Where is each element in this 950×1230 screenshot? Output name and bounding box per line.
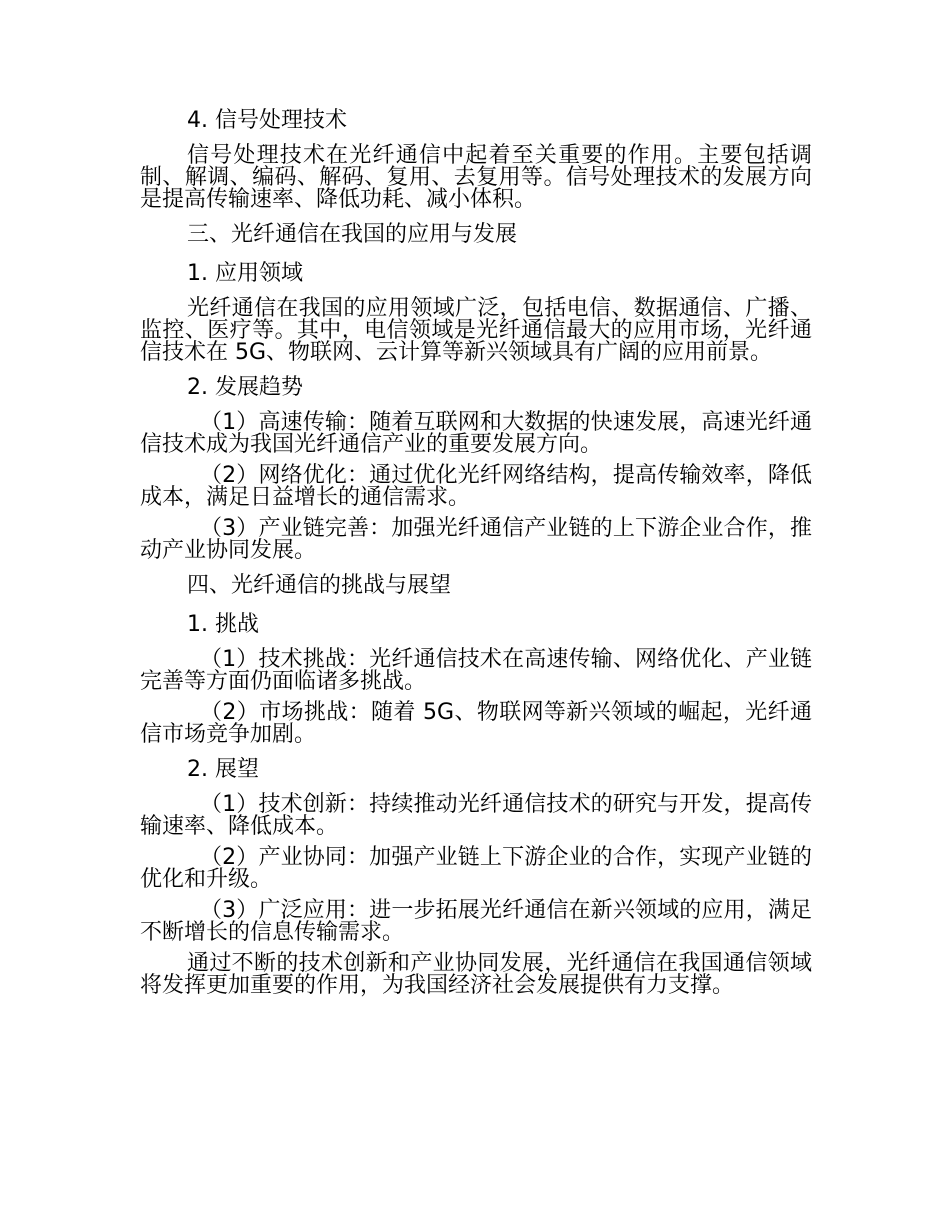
para-challenge-technical: （1）技术挑战：光纤通信技术在高速传输、网络优化、产业链完善等方面仍面临诸多挑战。 [140, 647, 812, 694]
heading-development-trends: 2. 发展趋势 [187, 375, 303, 400]
para-trend-high-speed: （1）高速传输：随着互联网和大数据的快速发展，高速光纤通信技术成为我国光纤通信产业的重要发展方向。 [140, 410, 812, 457]
para-outlook-collaboration: （2）产业协同：加强产业链上下游企业的合作，实现产业链的优化和升级。 [140, 845, 812, 892]
para-outlook-innovation: （1）技术创新：持续推动光纤通信技术的研究与开发，提高传输速率、降低成本。 [140, 792, 812, 839]
document-body [140, 106, 812, 1006]
para-trend-industry-chain: （3）产业链完善：加强光纤通信产业链的上下游企业合作，推动产业协同发展。 [140, 516, 812, 563]
para-outlook-applications: （3）广泛应用：进一步拓展光纤通信在新兴领域的应用，满足不断增长的信息传输需求。 [140, 898, 812, 945]
heading-section-four: 四、光纤通信的挑战与展望 [187, 573, 452, 598]
para-challenge-market: （2）市场挑战：随着 5G、物联网等新兴领域的崛起，光纤通信市场竞争加剧。 [140, 700, 812, 747]
para-application-fields: 光纤通信在我国的应用领域广泛，包括电信、数据通信、广播、监控、医疗等。其中，电信领域是光纤通信最大的应用市场，光纤通信技术在 5G、物联网、云计算等新兴领域具有广阔的应用前景。 [140, 296, 812, 365]
heading-signal-processing: 4. 信号处理技术 [187, 108, 347, 133]
heading-outlook: 2. 展望 [187, 757, 259, 782]
heading-section-three: 三、光纤通信在我国的应用与发展 [187, 222, 518, 247]
heading-application-fields: 1. 应用领域 [187, 261, 303, 286]
para-signal-processing: 信号处理技术在光纤通信中起着至关重要的作用。主要包括调制、解调、编码、解码、复用、去复用等。信号处理技术的发展方向是提高传输速率、降低功耗、减小体积。 [140, 143, 812, 212]
heading-challenges: 1. 挑战 [187, 612, 259, 637]
para-trend-network-optimization: （2）网络优化：通过优化光纤网络结构，提高传输效率，降低成本，满足日益增长的通信需求。 [140, 463, 812, 510]
para-conclusion: 通过不断的技术创新和产业协同发展，光纤通信在我国通信领域将发挥更加重要的作用，为我国经济社会发展提供有力支撑。 [140, 951, 812, 998]
